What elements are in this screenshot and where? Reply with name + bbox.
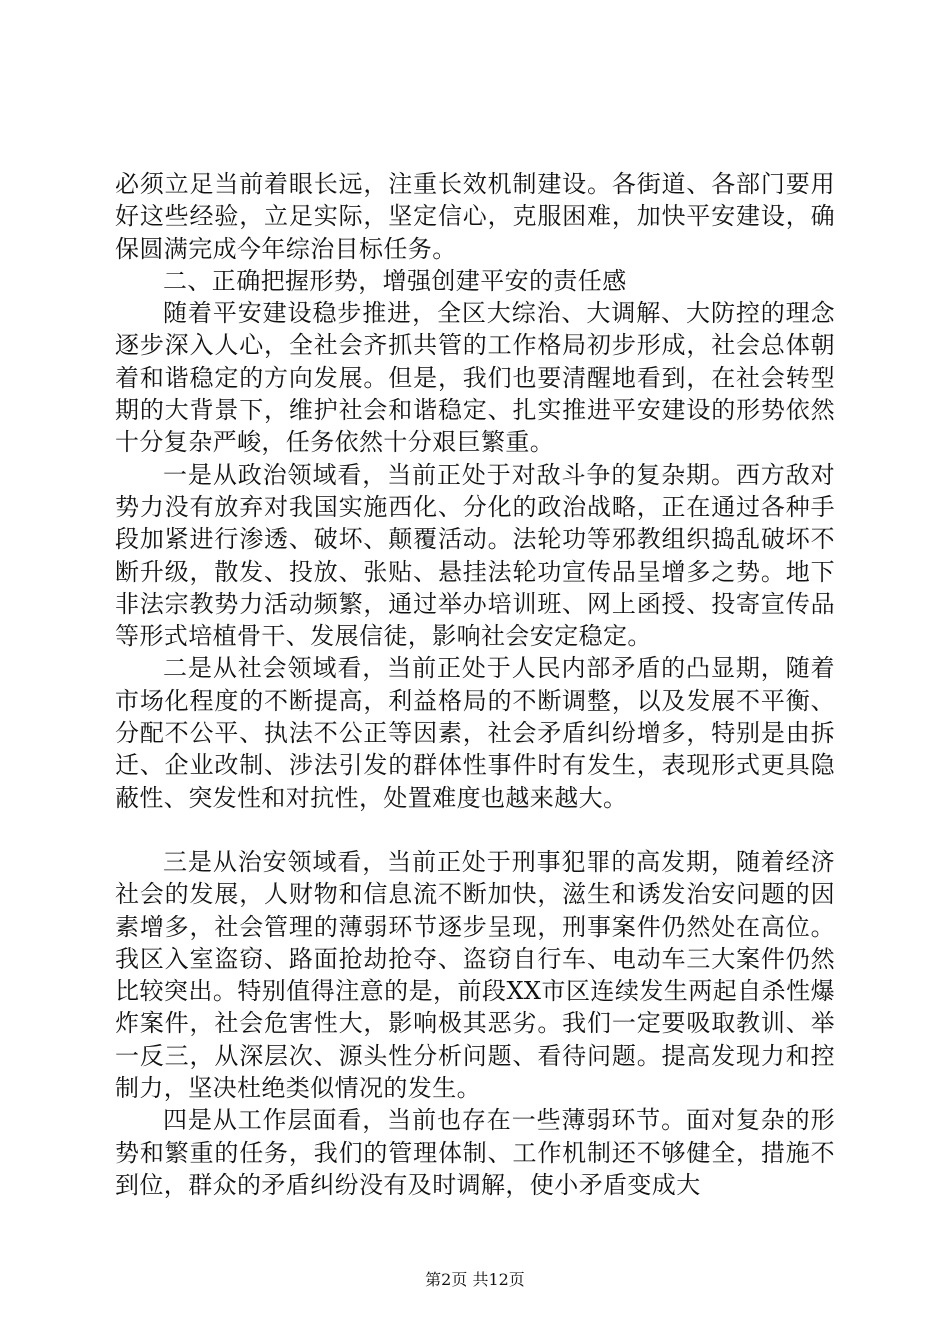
section-heading: 二、正确把握形势，增强创建平安的责任感 [163,266,627,295]
page-number-footer: 第2页 共12页 [425,1270,525,1289]
document-body [115,168,835,1201]
paragraph-work-level: 四是从工作层面看，当前也存在一些薄弱环节。面对复杂的形势和繁重的任务，我们的管理体制、工作机制还不够健全，措施不到位，群众的矛盾纠纷没有及时调解，使小矛盾变成大 [115,1106,835,1199]
paragraph-public-security: 三是从治安领域看，当前正处于刑事犯罪的高发期，随着经济社会的发展，人财物和信息流不断加快，滋生和诱发治安问题的因素增多，社会管理的薄弱环节逐步呈现，刑事案件仍然处在高位。我区入室盗窃、路面抢劫抢夺、盗窃自行车、电动车三大案件仍然比较突出。特别值得注意的是，前段XX市区连续发生两起自杀性爆炸案件，社会危害性大，影响极其恶劣。我们一定要吸取教训、举一反三，从深层次、源头性分析问题、看待问题。提高发现力和控制力，坚决杜绝类似情况的发生。 [115,847,835,1103]
paragraph-situation: 随着平安建设稳步推进，全区大综治、大调解、大防控的理念逐步深入人心，全社会齐抓共管的工作格局初步形成，社会总体朝着和谐稳定的方向发展。但是，我们也要清醒地看到，在社会转型期的大背景下，维护社会和谐稳定、扎实推进平安建设的形势依然十分复杂严峻，任务依然十分艰巨繁重。 [115,299,835,457]
paragraph-gap [115,814,835,846]
paragraph-continuation: 必须立足当前着眼长远，注重长效机制建设。各街道、各部门要用好这些经验，立足实际，坚定信心，克服困难，加快平安建设，确保圆满完成今年综治目标任务。 [115,170,835,263]
paragraph-political: 一是从政治领域看，当前正处于对敌斗争的复杂期。西方敌对势力没有放弃对我国实施西化、分化的政治战略，正在通过各种手段加紧进行渗透、破坏、颠覆活动。法轮功等邪教组织捣乱破坏不断升级，散发、投放、张贴、悬挂法轮功宣传品呈增多之势。地下非法宗教势力活动频繁，通过举办培训班、网上函授、投寄宣传品等形式培植骨干、发展信徒，影响社会安定稳定。 [115,460,835,651]
paragraph-social: 二是从社会领域看，当前正处于人民内部矛盾的凸显期，随着市场化程度的不断提高，利益格局的不断调整，以及发展不平衡、分配不公平、执法不公正等因素，社会矛盾纠纷增多，特别是由拆迁、企业改制、涉法引发的群体性事件时有发生，表现形式更具隐蔽性、突发性和对抗性，处置难度也越来越大。 [115,654,835,812]
